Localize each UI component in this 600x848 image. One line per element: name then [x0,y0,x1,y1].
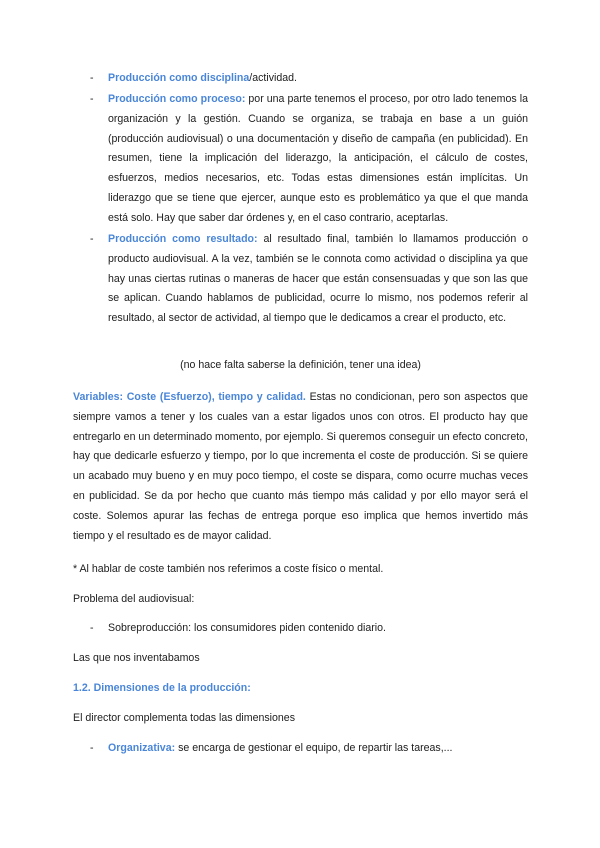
section-heading: 1.2. Dimensiones de la producción: [73,682,251,694]
bullet-dash: - [90,72,94,84]
list-item-resultado [108,230,528,329]
text-proceso: por una parte tenemos el proceso, por otro lado tenemos la organización y la gestión. Cuando se organiza, se trabaja en base a un guión (producción audiovisual) o una documentación y diseño de campaña (en publicidad). En resumen, tiene la implicación del liderazgo, la anticipación, el cálculo de costes, esfuerzos, medios necesarios, etc. Todas estas dimensiones están implícitas. Un liderazgo que se tiene que ejercer, aunque esto es problemático ya que el que manda está solo. Hay que saber dar órdenes y, en el caso contrario, aceptarlas. [108,93,528,224]
list-item-disciplina [108,69,528,89]
bullet-dash: - [90,233,94,245]
paragraph-director: El director complementa todas las dimensiones [73,712,295,724]
text-variables: Estas no condicionan, pero son aspectos que siempre vamos a tener y los cuales van a estar ligados unos con otros. El producto hay que entregarlo en un determinado momento, por ejemplo. Si queremos conseguir un efecto concreto, hay que dedicarle esfuerzo y tiempo, por lo que incrementa el coste de producción. Si se quiere un acabado muy bueno y en muy poco tiempo, el coste se dispara, como ocurre muchas veces en publicidad. Se da por hecho que cuanto más tiempo más calidad y por ello mayor será el coste. Solemos apurar las fechas de entrega porque eso implica que hemos invertido más tiempo y el resultado es de mayor calidad. [73,391,528,542]
paragraph-inventabamos: Las que nos inventabamos [73,652,200,664]
paragraph-problema: Problema del audiovisual: [73,593,195,605]
term-resultado: Producción como resultado: [108,233,258,245]
list-item-proceso [108,90,528,229]
term-organizativa: Organizativa: [108,742,176,754]
bullet-dash: - [90,622,94,634]
term-disciplina: Producción como disciplina [108,72,250,84]
text-disciplina: /actividad. [249,72,297,84]
footnote-coste: * Al hablar de coste también nos referimos a coste físico o mental. [73,563,384,575]
term-proceso: Producción como proceso: [108,93,246,105]
note-definicion: (no hace falta saberse la definición, tener una idea) [180,359,421,371]
term-variables: Variables: Coste (Esfuerzo), tiempo y calidad. [73,391,306,403]
paragraph-variables [73,388,528,546]
bullet-dash: - [90,93,94,105]
text-organizativa: se encarga de gestionar el equipo, de repartir las tareas,... [175,742,453,754]
bullet-dash: - [90,742,94,754]
text-resultado: al resultado final, también lo llamamos producción o producto audiovisual. A la vez, también se le connota como actividad o disciplina ya que hay unas ciertas rutinas o maneras de hacer que están consensuadas y que son las que se aplican. Cuando hablamos de publicidad, ocurre lo mismo, nos podemos referir al resultado, al sector de actividad, al tiempo que le dedicamos a crear el producto, etc. [108,233,529,325]
list-item-organizativa [108,739,528,759]
list-item-sobreproduccion: Sobreproducción: los consumidores piden contenido diario. [108,622,386,634]
